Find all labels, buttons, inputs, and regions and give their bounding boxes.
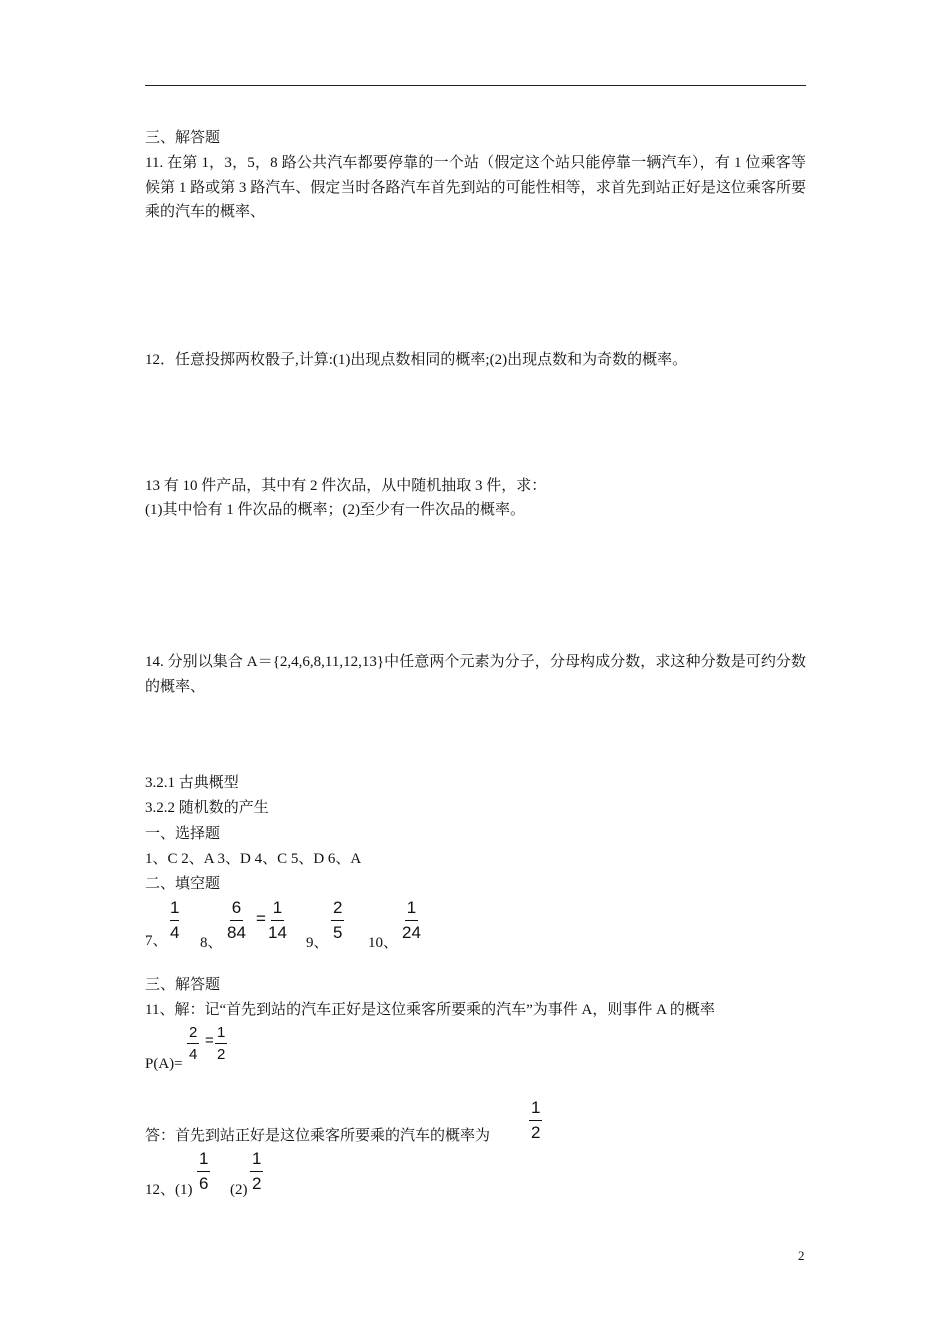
answer-12-label: 12、(1) xyxy=(145,1182,193,1198)
denominator: 4 xyxy=(170,920,179,943)
section-heading-solve: 三、解答题 xyxy=(145,130,221,146)
fill-label-10: 10、 xyxy=(368,935,399,951)
answer-11-frac-1 xyxy=(187,1024,199,1063)
denominator: 4 xyxy=(189,1046,198,1063)
numerator: 2 xyxy=(187,1024,199,1044)
fill-answer-8-a xyxy=(227,898,246,943)
denominator: 5 xyxy=(333,923,343,942)
numerator: 1 xyxy=(271,898,284,921)
fill-label-7: 7、 xyxy=(145,933,168,949)
choice-answers: 1、C 2、A 3、D 4、C 5、D 6、A xyxy=(145,851,362,867)
denominator: 24 xyxy=(402,923,421,942)
numerator: 1 xyxy=(250,1149,263,1172)
numerator: 6 xyxy=(230,898,243,921)
fill-answer-7 xyxy=(168,898,181,943)
question-11: 11. 在第 1，3，5，8 路公共汽车都要停靠的一个站（假定这个站只能停靠一辆汽车），有 1 位乘客等候第 1 路或第 3 路汽车、假定当时各路汽车首先到站的可能性相等，求首先到站正好是这位乘客所要乘的汽车的概率、 xyxy=(145,155,806,220)
question-14: 14. 分别以集合 A＝{2,4,6,8,11,12,13}中任意两个元素为分子，分母构成分数，求这种分数是可约分数的概率、 xyxy=(145,654,806,695)
fill-answer-8-b xyxy=(268,898,287,943)
question-13-line-1: 13 有 10 件产品，其中有 2 件次品，从中随机抽取 3 件，求： xyxy=(145,478,547,494)
fill-label-8: 8、 xyxy=(200,935,223,951)
answer-12-frac-1 xyxy=(197,1149,210,1194)
question-13-line-2: (1)其中恰有 1 件次品的概率；(2)至少有一件次品的概率。 xyxy=(145,502,525,518)
solve-section-title: 三、解答题 xyxy=(145,977,221,993)
answer-11-frac-2 xyxy=(215,1024,227,1063)
answer-11-conclusion: 答：首先到站正好是这位乘客所要乘的汽车的概率为 xyxy=(145,1128,491,1144)
numerator: 1 xyxy=(529,1098,542,1121)
denominator: 84 xyxy=(227,923,246,942)
numerator: 1 xyxy=(170,898,180,917)
answer-11-conclusion-frac xyxy=(529,1098,542,1143)
denominator: 6 xyxy=(199,1174,209,1193)
answers-heading-1: 3.2.1 古典概型 xyxy=(145,775,239,791)
fill-label-9: 9、 xyxy=(306,935,329,951)
fill-section-title: 二、填空题 xyxy=(145,876,221,892)
equals-sign: = xyxy=(205,1032,214,1049)
answer-11-text: 11、解：记“首先到站的汽车正好是这位乘客所要乘的汽车”为事件 A，则事件 A 的概率 xyxy=(145,1002,715,1018)
denominator: 2 xyxy=(252,1174,262,1193)
numerator: 1 xyxy=(197,1149,210,1172)
denominator: 2 xyxy=(531,1123,541,1142)
answer-12-frac-2 xyxy=(250,1149,263,1194)
answer-12-label-2: (2) xyxy=(230,1182,248,1198)
fill-answer-9 xyxy=(331,898,344,943)
denominator: 14 xyxy=(268,923,287,942)
question-12: 12．任意投掷两枚骰子,计算:(1)出现点数相同的概率;(2)出现点数和为奇数的概率。 xyxy=(145,352,688,368)
numerator: 1 xyxy=(215,1024,227,1044)
fill-answer-10 xyxy=(402,898,421,943)
numerator: 2 xyxy=(331,898,344,921)
answers-heading-2: 3.2.2 随机数的产生 xyxy=(145,800,269,816)
answer-11-pa: P(A)= xyxy=(145,1056,183,1072)
denominator: 2 xyxy=(217,1046,226,1063)
page-number: 2 xyxy=(798,1248,805,1263)
header-rule xyxy=(145,85,806,86)
numerator: 1 xyxy=(405,898,418,921)
equals-sign: = xyxy=(256,909,266,928)
choice-section-title: 一、选择题 xyxy=(145,826,221,842)
